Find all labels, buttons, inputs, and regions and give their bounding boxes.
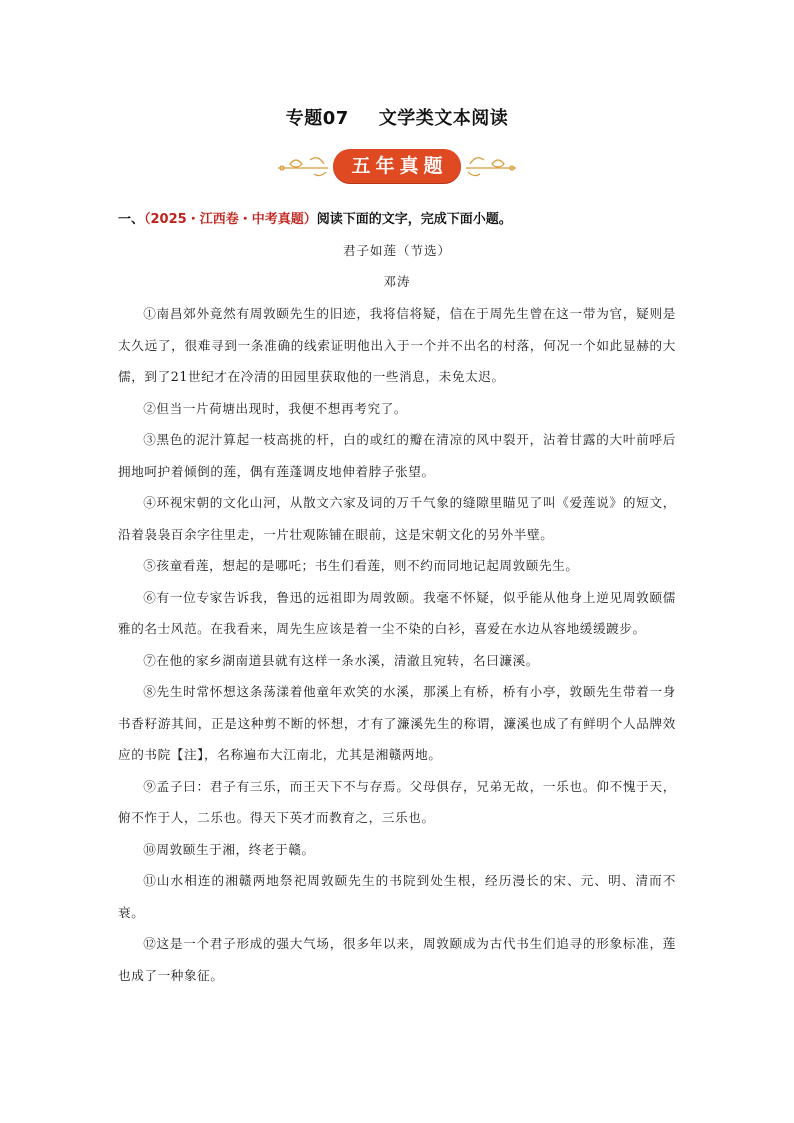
topic-title: 文学类文本阅读 [378,108,509,129]
question-source: （2025・江西卷・中考真题） [144,212,317,227]
article-title: 君子如莲（节选） [342,243,451,258]
paragraph: ⑦在他的家乡湖南道县就有这样一条水溪，清澈且宛转，名曰濂溪。 [143,652,539,668]
paragraph: ③黑色的泥汁算起一枝高挑的杆，白的或红的瓣在清凉的风中裂开，沾着甘露的大叶前呼后拥地呵护着倾倒的莲，偶有莲蓬调皮地伸着脖子张望。 [118,432,676,479]
paragraph: ⑩周敦颐生于湘，终老于赣。 [143,841,315,857]
badge-label: 五年真题 [351,155,448,177]
question-heading [118,208,698,227]
question-instruction: 阅读下面的文字，完成下面小题。 [316,212,512,227]
paragraph: ⑪山水相连的湘赣两地祭祀周敦颐先生的书院到处生根，经历漫长的宋、元、明、清而不衰。 [118,873,676,920]
page-title [0,104,794,130]
paragraph: ②但当一片荷塘出现时，我便不想再考究了。 [143,400,408,416]
five-year-exam-badge [333,149,461,183]
paragraph: ⑤孩童看莲，想起的是哪吒；书生们看莲，则不约而同地记起周敦颐先生。 [143,558,579,573]
section-banner [270,146,524,186]
paragraph: ⑨孟子曰：君子有三乐，而王天下不与存焉。父母俱存，兄弟无故，一乐也。仰不愧于天，俯不怍于人，二乐也。得天下英才而教育之，三乐也。 [118,778,676,825]
topic-number: 专题07 [285,108,349,129]
paragraph: ④环视宋朝的文化山河，从散文六家及词的万千气象的缝隙里瞄见了叫《爱莲说》的短文，沿着袅袅百余字往里走，一片壮观陈铺在眼前，这是宋朝文化的另外半壁。 [118,495,676,542]
paragraph: ⑫这是一个君子形成的强大气场，很多年以来，周敦颐成为古代书生们追寻的形象标准，莲也成了一种象征。 [118,936,676,983]
article-body [118,298,676,991]
question-number: 一、 [118,212,145,227]
paragraph: ⑥有一位专家告诉我，鲁迅的远祖即为周敦颐。我毫不怀疑，似乎能从他身上逆见周敦颐儒雅的名士风范。在我看来，周先生应该是着一尘不染的白衫，喜爱在水边从容地缓缓踱步。 [118,589,676,636]
paragraph: ①南昌郊外竟然有周敦颐先生的旧迹，我将信将疑，信在于周先生曾在这一带为官，疑则是太久远了，很难寻到一条准确的线索证明他出入于一个并不出名的村落，何况一个如此显赫的大儒，到了21世纪才在冷清的田园里获取他的一些消息，未免太迟。 [118,306,676,384]
paragraph: ⑧先生时常怀想这条荡漾着他童年欢笑的水溪，那溪上有桥，桥有小亭，敦颐先生带着一身书香籽游其间，正是这种剪不断的怀想，才有了濂溪先生的称谓，濂溪也成了有鲜明个人品牌效应的书院【注】，名称遍布大江南北，尤其是湘赣两地。 [118,684,676,762]
article-author: 邓涛 [383,274,411,289]
